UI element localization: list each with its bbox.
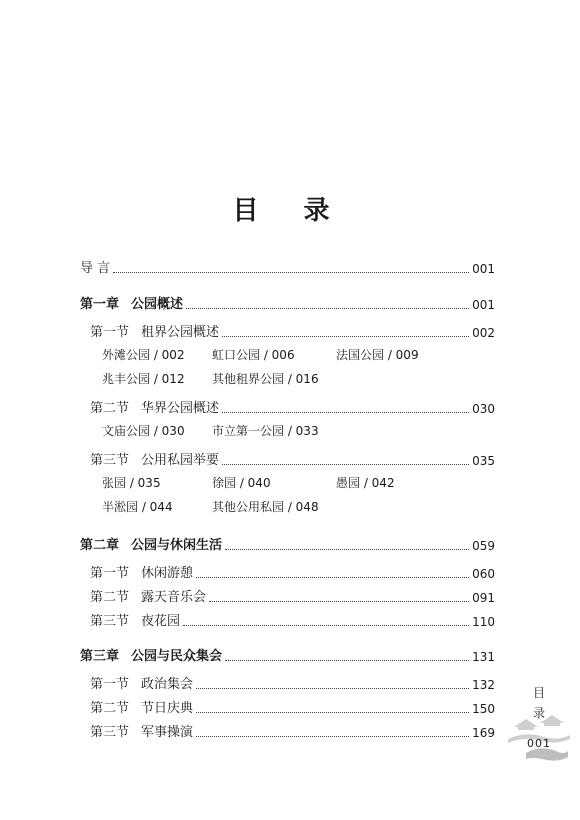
toc-chapter-1[interactable]	[80, 294, 495, 314]
toc-section-1-2[interactable]	[90, 398, 495, 418]
subentry[interactable]: 文庙公园 / 030	[102, 424, 185, 438]
section-label: 第二节 露天音乐会	[90, 590, 207, 605]
leader-dots	[222, 463, 469, 465]
toc-section-3-1[interactable]	[90, 674, 495, 694]
section-label: 第二节 节日庆典	[90, 701, 194, 716]
leader-dots	[196, 576, 469, 578]
subentry[interactable]: 其他租界公园 / 016	[212, 372, 319, 386]
subentry[interactable]: 法国公园 / 009	[336, 348, 419, 362]
toc-chapter-3[interactable]	[80, 646, 495, 666]
subentry[interactable]: 其他公用私园 / 048	[212, 500, 319, 514]
toc-section-2-2[interactable]	[90, 587, 495, 607]
section-label: 第一节 租界公园概述	[90, 325, 220, 340]
leader-dots	[222, 335, 469, 337]
toc-page-number: 001	[472, 298, 495, 312]
toc-section-2-1[interactable]	[90, 563, 495, 583]
page-number: 001	[527, 737, 551, 750]
subentry[interactable]: 徐园 / 040	[212, 476, 271, 490]
subentry[interactable]: 外滩公园 / 002	[102, 348, 185, 362]
toc-entry-intro[interactable]	[80, 258, 495, 278]
toc-page-number: 150	[472, 702, 495, 716]
subentry[interactable]: 兆丰公园 / 012	[102, 372, 185, 386]
toc-section-3-3[interactable]	[90, 722, 495, 742]
toc-section-3-2[interactable]	[90, 698, 495, 718]
toc-page-number: 169	[472, 726, 495, 740]
leader-dots	[196, 687, 469, 689]
subentry[interactable]: 愚园 / 042	[336, 476, 395, 490]
toc-entry-label: 导 言	[80, 261, 111, 276]
toc-page-number: 059	[472, 539, 495, 553]
chapter-label: 第三章 公园与民众集会	[80, 649, 223, 664]
leader-dots	[225, 548, 469, 550]
toc-page-number: 035	[472, 454, 495, 468]
leader-dots	[196, 711, 469, 713]
side-tab	[514, 683, 564, 750]
subentry[interactable]: 虹口公园 / 006	[212, 348, 295, 362]
leader-dots	[222, 411, 469, 413]
toc-chapter-2[interactable]	[80, 535, 495, 555]
leader-dots	[209, 600, 469, 602]
leader-dots	[186, 307, 469, 309]
toc-page-number: 002	[472, 326, 495, 340]
section-label: 第一节 政治集会	[90, 677, 194, 692]
subentry[interactable]: 半淞园 / 044	[102, 500, 173, 514]
section-label: 第一节 休闲游憩	[90, 566, 194, 581]
leader-dots	[183, 624, 469, 626]
chapter-label: 第一章 公园概述	[80, 297, 184, 312]
section-label: 第三节 夜花园	[90, 614, 181, 629]
subentry[interactable]: 市立第一公园 / 033	[212, 424, 319, 438]
leader-dots	[196, 735, 469, 737]
section-label: 第三节 军事操演	[90, 725, 194, 740]
toc-page-number: 060	[472, 567, 495, 581]
section-label: 第二节 华界公园概述	[90, 401, 220, 416]
toc-page-number: 131	[472, 650, 495, 664]
side-char: 录	[532, 706, 545, 720]
toc-page-number: 132	[472, 678, 495, 692]
toc-page-number: 030	[472, 402, 495, 416]
leader-dots	[113, 271, 469, 273]
toc-section-2-3[interactable]	[90, 611, 495, 631]
page-title: 目 录	[232, 196, 348, 226]
toc-section-1-3[interactable]	[90, 450, 495, 470]
leader-dots	[225, 659, 469, 661]
toc-page-number: 110	[472, 615, 495, 629]
toc-section-1-1[interactable]	[90, 322, 495, 342]
toc-page-number: 091	[472, 591, 495, 605]
subentry[interactable]: 张园 / 035	[102, 476, 161, 490]
section-label: 第三节 公用私园举要	[90, 453, 220, 468]
side-char: 目	[532, 686, 545, 700]
toc-page-number: 001	[472, 262, 495, 276]
chapter-label: 第二章 公园与休闲生活	[80, 538, 223, 553]
